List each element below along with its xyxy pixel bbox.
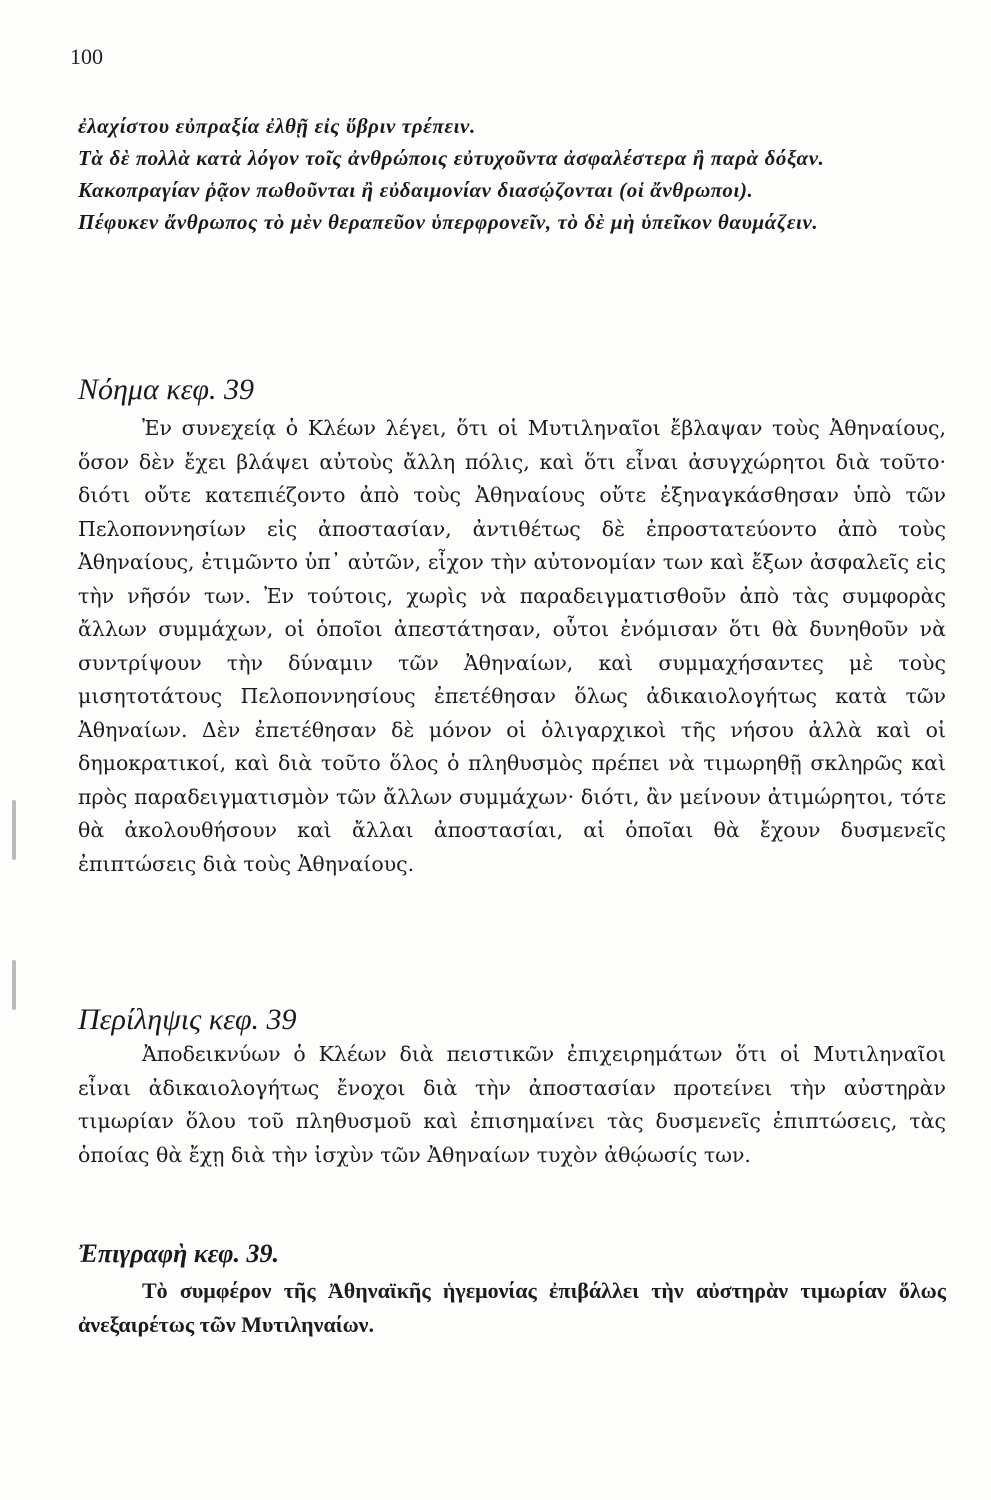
quote-line: ἐλαχίστου εὐπραξία ἐλθῇ εἰς ὕβριν τρέπειν. (78, 114, 476, 138)
scan-artifact (12, 800, 16, 860)
scan-artifact (12, 960, 16, 1010)
section-body-perilepsis (78, 1038, 946, 1172)
section-heading-epigraphe: Ἐπιγραφὴ κεφ. 39. (78, 1239, 280, 1268)
page-number: 100 (70, 44, 103, 69)
section-heading-noema: Νόημα κεφ. 39 (78, 373, 255, 406)
section-heading-perilepsis: Περίληψις κεφ. 39 (78, 1003, 297, 1036)
section-body-epigraphe (78, 1274, 946, 1342)
quote-line: Κακοπραγίαν ῥᾷον πωθοῦνται ἢ εὐδαιμονίαν διασῴζονται (οἱ ἄνθρωποι). (78, 178, 754, 202)
quote-block (78, 110, 946, 238)
paragraph: Τὸ συμφέρον τῆς Ἀθηναϊκῆς ἡγεμονίας ἐπιβάλλει τὴν αὐστηρὰν τιμωρίαν ὅλως ἀνεξαιρέτως τῶν Μυτιληναίων. (78, 1278, 946, 1337)
quote-line: Τὰ δὲ πολλὰ κατὰ λόγον τοῖς ἀνθρώποις εὐτυχοῦντα ἀσφαλέστερα ἢ παρὰ δόξαν. (78, 146, 825, 170)
paragraph: Ἀποδεικνύων ὁ Κλέων διὰ πειστικῶν ἐπιχειρημάτων ὅτι οἱ Μυτιληναῖοι εἶναι ἀδικαιολογήτως ἔνοχοι διὰ τὴν ἀποστασίαν προτείνει τὴν αὐστηρὰν τιμωρίαν ὅλου τοῦ πληθυσμοῦ καὶ ἐπισημαίνει τὰς δυσμενεῖς ἐπιπτώσεις, τὰς ὁποίας θὰ ἔχῃ διὰ τὴν ἰσχὺν τῶν Ἀθηναίων τυχὸν ἀθῴωσίς των. (78, 1042, 946, 1167)
paragraph: Ἐν συνεχείᾳ ὁ Κλέων λέγει, ὅτι οἱ Μυτιληναῖοι ἔβλαψαν τοὺς Ἀθηναίους, ὅσον δὲν ἔχει βλάψει αὐτοὺς ἄλλη πόλις, καὶ ὅτι εἶναι ἀσυγχώρητοι διὰ τοῦτο· διότι οὔτε κατεπιέζοντο ἀπὸ τοὺς Ἀθηναίους οὔτε ἐξηναγκάσθησαν ὑπὸ τῶν Πελοποννησίων εἰς ἀποστασίαν, ἀντιθέτως δὲ ἐπροστατεύοντο ἀπὸ τοὺς Ἀθηναίους, ἐτιμῶντο ὑπ᾽ αὐτῶν, εἶχον τὴν αὐτονομίαν των καὶ ἔξων ἀσφαλεῖς εἰς τὴν νῆσόν των. Ἐν τούτοις, χωρὶς νὰ παραδειγματισθοῦν ἀπὸ τὰς συμφορὰς ἄλλων συμμάχων, οἱ ὁποῖοι ἀπεστάτησαν, οὗτοι ἐνόμισαν ὅτι θὰ δυνηθοῦν νὰ συντρίψουν τὴν δύναμιν τῶν Ἀθηναίων, καὶ συμμαχήσαντες μὲ τοὺς μισητοτάτους Πελοποννησίους ἐπετέθησαν ὅλως ἀδικαιολογήτως κατὰ τῶν Ἀθηναίων. Δὲν ἐπετέθησαν δὲ μόνον οἱ ὀλιγαρχικοὶ τῆς νήσου ἀλλὰ καὶ οἱ δημοκρατικοί, καὶ διὰ τοῦτο ὅλος ὁ πληθυσμὸς πρέπει νὰ τιμωρηθῇ σκληρῶς καὶ πρὸς παραδειγματισμὸν τῶν ἄλλων συμμάχων· διότι, ἂν μείνουν ἀτιμώρητοι, τότε θὰ ἀκολουθήσουν καὶ ἄλλαι ἀποστασίαι, αἱ ὁποῖαι θὰ ἔχουν δυσμενεῖς ἐπιπτώσεις διὰ τοὺς Ἀθηναίους. (78, 416, 946, 876)
section-body-noema (78, 412, 946, 881)
quote-line: Πέφυκεν ἄνθρωπος τὸ μὲν θεραπεῦον ὑπερφρονεῖν, τὸ δὲ μὴ ὑπεῖκον θαυμάζειν. (78, 210, 819, 234)
